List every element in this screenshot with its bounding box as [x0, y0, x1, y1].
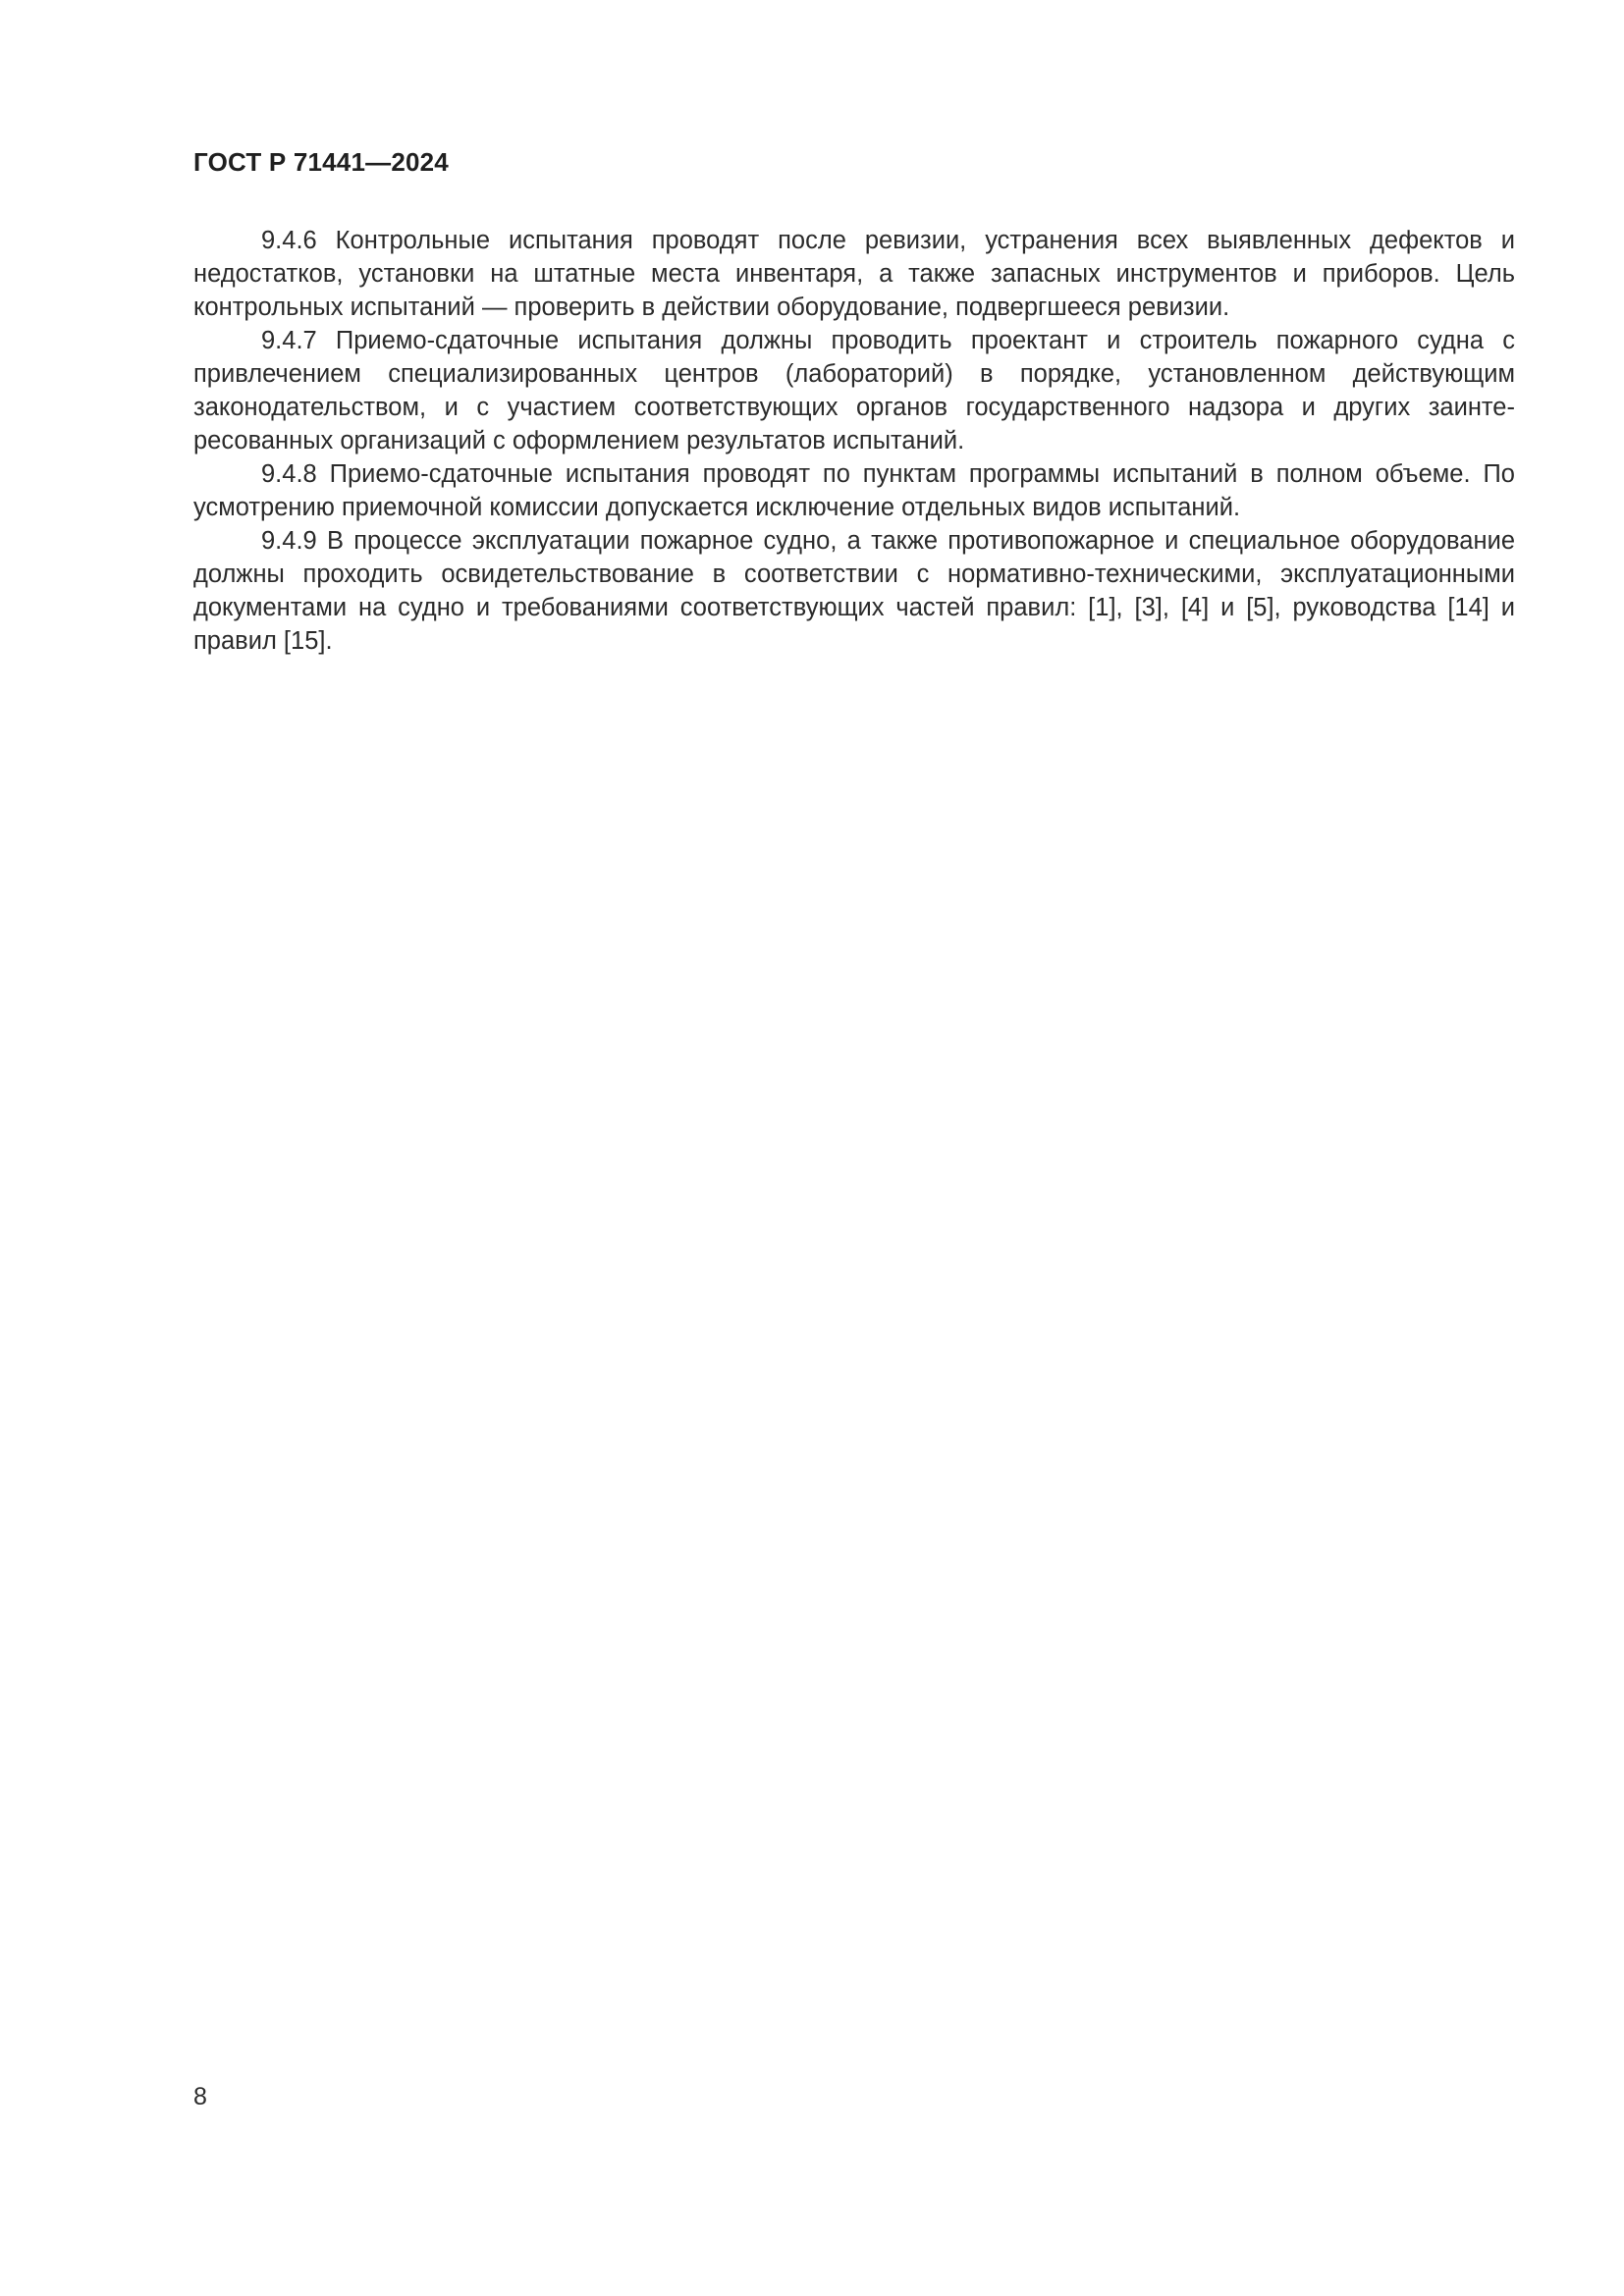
paragraph-9-4-7: 9.4.7 Приемо-сдаточные испытания должны проводить проектант и строитель пожарного судна с привлечением специализированных центров (лабораторий) в порядке, установленном действующим законодательством, и с участием соответствующих органов государственного надзора и других заинтересованных организаций с оформлением результатов испытаний. — [193, 327, 1515, 454]
document-body — [193, 224, 1515, 658]
paragraph-9-4-6: 9.4.6 Контрольные испытания проводят после ревизии, устранения всех выявленных дефектов и недостатков, установки на штатные места инвентаря, а также запасных инструментов и приборов. Цель контрольных испытаний — проверить в действии оборудование, подвергшееся ревизии. — [193, 227, 1515, 321]
document-header: ГОСТ Р 71441—2024 — [193, 147, 449, 177]
paragraph-9-4-9: 9.4.9 В процессе эксплуатации пожарное судно, а также противопожарное и специальное оборудование должны проходить освидетельствование в соответствии с нормативно-техническими, эксплуатационными документами на судно и требованиями соответствующих частей правил: [1], [3], [4] и [5], руководства [14] и правил [15]. — [193, 527, 1515, 655]
page-number: 8 — [193, 2083, 207, 2110]
paragraph-9-4-8: 9.4.8 Приемо-сдаточные испытания проводят по пунктам программы испытаний в полном объеме. По усмотрению приемочной комиссии допускается исключение отдельных видов испытаний. — [193, 460, 1515, 521]
